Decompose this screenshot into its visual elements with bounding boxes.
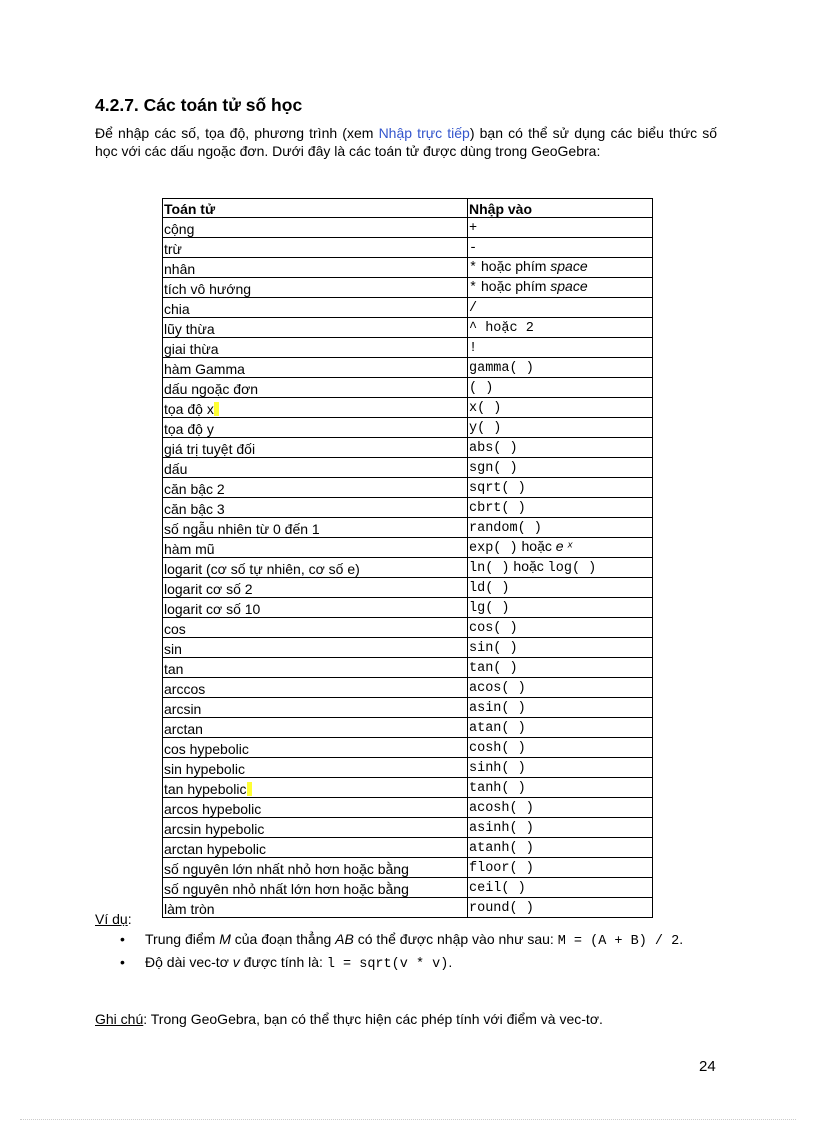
table-row [163,298,653,318]
operator-name-cell [163,818,468,838]
section-heading: 4.2.7. Các toán tử số học [95,95,303,115]
table-row [163,578,653,598]
operator-name: tan [164,661,184,677]
operator-name-cell [163,638,468,658]
operator-name-cell [163,698,468,718]
table-row [163,418,653,438]
operator-name-cell [163,338,468,358]
operator-name-cell [163,618,468,638]
operator-code: cbrt( ) [469,501,526,516]
table-row [163,498,653,518]
operator-code: + [469,221,478,236]
table-row [163,538,653,558]
operator-name-cell [163,758,468,778]
operator-code: exp( ) [469,541,518,556]
example-text: Độ dài vec-tơ [145,954,233,970]
table-row [163,318,653,338]
operator-name-cell [163,498,468,518]
table-row [163,878,653,898]
operator-name-cell [163,478,468,498]
operator-input-cell [468,278,653,298]
table-row [163,658,653,678]
example-text: Trung điểm [145,931,220,947]
table-row [163,858,653,878]
list-item [120,930,720,951]
table-row [163,798,653,818]
operator-name: giai thừa [164,341,219,357]
table-row [163,778,653,798]
operator-name: arcsin [164,701,202,717]
table-row [163,358,653,378]
page-number: 24 [699,1058,716,1075]
operator-code: sgn( ) [469,461,518,476]
operator-name-cell [163,438,468,458]
table-row [163,378,653,398]
table-row [163,678,653,698]
table-row [163,618,653,638]
operator-name: tan hypebolic [164,781,247,797]
operator-input-cell [468,638,653,658]
header-operator: Toán tử [163,199,468,218]
operator-input-cell [468,538,653,558]
operator-code: abs( ) [469,441,518,456]
operator-name: tọa độ y [164,421,214,437]
operator-name-cell [163,398,468,418]
table-row [163,818,653,838]
header-input: Nhập vào [468,199,653,218]
examples-label-colon: : [127,911,132,927]
operator-name: dấu ngoặc đơn [164,381,259,397]
operator-name-cell [163,218,468,238]
table-row [163,638,653,658]
operator-name-cell [163,558,468,578]
operator-code: cosh( ) [469,741,526,756]
operator-code: asin( ) [469,701,526,716]
operator-input-cell [468,298,653,318]
operator-input-cell [468,358,653,378]
operator-input-cell [468,478,653,498]
operator-suffix: hoặc phím [477,278,551,294]
operator-name-cell [163,598,468,618]
operator-name: logarit cơ số 10 [164,601,261,617]
operator-input-cell [468,438,653,458]
operator-name: arcos hypebolic [164,801,262,817]
operator-suffix: hoặc [509,558,548,574]
operator-name: arctan [164,721,203,737]
operator-input-cell [468,658,653,678]
operator-name-cell [163,858,468,878]
operator-name-cell [163,298,468,318]
operator-code: atanh( ) [469,841,534,856]
examples-list [120,930,720,976]
operator-input-cell [468,718,653,738]
operator-input-cell [468,558,653,578]
operator-input-cell [468,458,653,478]
operator-code: floor( ) [469,861,534,876]
operator-suffix-italic: space [550,278,588,294]
operator-input-cell [468,398,653,418]
operator-name: hàm Gamma [164,361,245,377]
operator-code: x( ) [469,401,502,416]
operator-name: arccos [164,681,206,697]
example-code: M = (A + B) / 2 [557,934,680,949]
operator-code: tanh( ) [469,781,526,796]
operator-code: round( ) [469,901,534,916]
operator-input-cell [468,338,653,358]
operators-table [162,198,653,918]
operator-name-cell [163,318,468,338]
operator-input-cell [468,238,653,258]
operator-name-cell [163,358,468,378]
intro-paragraph [95,124,717,160]
operator-name: cộng [164,221,195,237]
example-code: l = sqrt(v * v) [326,957,449,972]
operator-name: sin hypebolic [164,761,245,777]
note-label: Ghi chú [95,1011,144,1027]
example-var: AB [335,931,354,947]
intro-text-before: Để nhập các số, tọa độ, phương trình (xem [95,125,379,141]
operator-name: arcsin hypebolic [164,821,265,837]
operator-input-cell [468,738,653,758]
bullet-icon: • [120,931,125,947]
example-text: có thể được nhập vào như sau: [353,931,558,947]
operator-name-cell [163,678,468,698]
table-row [163,758,653,778]
examples-label [95,911,132,927]
example-end: . [679,931,684,947]
operator-code: lg( ) [469,601,510,616]
operator-name: logarit cơ số 2 [164,581,253,597]
operator-name: cos [164,621,186,637]
operator-input-cell [468,818,653,838]
operator-input-cell [468,858,653,878]
operator-name-cell [163,718,468,738]
operator-name-cell [163,878,468,898]
note-paragraph [95,1011,603,1027]
operator-name-cell [163,518,468,538]
operator-input-cell [468,258,653,278]
table-row [163,598,653,618]
operator-code: sqrt( ) [469,481,526,496]
page-bottom-divider [20,1119,796,1120]
highlight-mark [247,782,252,796]
operator-code: * [469,261,478,276]
operator-code: - [469,241,478,256]
operator-name: căn bậc 2 [164,481,225,497]
table-row [163,478,653,498]
operator-input-cell [468,678,653,698]
operator-input-cell [468,798,653,818]
operator-input-cell [468,418,653,438]
operator-name-cell [163,898,468,918]
operator-suffix-italic: e ˣ [555,538,573,554]
operator-suffix: hoặc phím [477,258,551,274]
table-row [163,438,653,458]
operator-input-cell [468,618,653,638]
operator-name: hàm mũ [164,541,215,557]
operator-name-cell [163,418,468,438]
operator-code: ceil( ) [469,881,526,896]
example-text: được tính là: [239,954,327,970]
table-row [163,458,653,478]
operator-code: cos( ) [469,621,518,636]
table-row [163,278,653,298]
operator-input-cell [468,778,653,798]
operator-name: trừ [164,241,182,257]
operator-suffix-italic: space [550,258,588,274]
examples-label-text: Ví dụ [95,911,128,927]
operator-name: sin [164,641,182,657]
operator-name: số nguyên lớn nhất nhỏ hơn hoặc bằng [164,861,409,877]
example-var: M [219,931,231,947]
operator-input-cell [468,758,653,778]
list-item [120,953,720,974]
example-var: v [232,954,240,970]
operator-name-cell [163,258,468,278]
operator-code: sin( ) [469,641,518,656]
operator-name: chia [164,301,190,317]
operator-name: giá trị tuyệt đối [164,441,256,457]
operator-name: tọa độ x [164,401,214,417]
operator-code: ( ) [469,381,494,396]
table-row [163,558,653,578]
operator-code: asinh( ) [469,821,534,836]
operator-code: * [469,281,478,296]
operator-name-cell [163,798,468,818]
operator-name: cos hypebolic [164,741,249,757]
operator-code: acosh( ) [469,801,534,816]
table-header-row [163,199,653,218]
example-text: của đoạn thẳng [230,931,336,947]
table-row [163,238,653,258]
bullet-icon: • [120,954,125,970]
operator-code: / [469,301,478,316]
operator-name: số nguyên nhỏ nhất lớn hơn hoặc bằng [164,881,409,897]
table-row [163,218,653,238]
operator-name: nhân [164,261,196,277]
operator-code: atan( ) [469,721,526,736]
table-row [163,518,653,538]
operator-suffix: hoặc [517,538,556,554]
table-row [163,838,653,858]
operator-input-cell [468,878,653,898]
table-row [163,738,653,758]
operator-input-cell [468,838,653,858]
operator-input-cell [468,518,653,538]
operator-input-cell [468,498,653,518]
operator-name: lũy thừa [164,321,215,337]
operator-name: làm tròn [164,901,215,917]
operator-name-cell [163,458,468,478]
operator-name-cell [163,778,468,798]
operator-input-cell [468,698,653,718]
operator-name: tích vô hướng [164,281,252,297]
operator-code: tan( ) [469,661,518,676]
operator-code: y( ) [469,421,502,436]
table-row [163,398,653,418]
operator-code: ^ hoặc 2 [469,321,534,336]
operator-name: số ngẫu nhiên từ 0 đến 1 [164,521,320,537]
operator-name-cell [163,378,468,398]
table-row [163,258,653,278]
operator-name-cell [163,838,468,858]
operator-code: random( ) [469,521,542,536]
operators-table-body [163,218,653,918]
operator-code: ld( ) [469,581,510,596]
table-row [163,698,653,718]
operator-input-cell [468,898,653,918]
example-end: . [448,954,453,970]
table-row [163,898,653,918]
operator-input-cell [468,378,653,398]
table-row [163,718,653,738]
operator-code: ! [469,341,478,356]
operator-name-cell [163,738,468,758]
operator-name-cell [163,538,468,558]
operator-name: dấu [164,461,188,477]
operator-code: acos( ) [469,681,526,696]
operator-name-cell [163,238,468,258]
operator-input-cell [468,218,653,238]
table-row [163,338,653,358]
operator-code: sinh( ) [469,761,526,776]
operator-name-cell [163,578,468,598]
operator-input-cell [468,318,653,338]
operator-name-cell [163,278,468,298]
operator-input-cell [468,598,653,618]
direct-input-link[interactable]: Nhập trực tiếp [378,125,470,141]
highlight-mark [214,402,219,416]
operator-name: arctan hypebolic [164,841,266,857]
operator-code-alt: log( ) [547,561,597,576]
operator-name-cell [163,658,468,678]
operator-name: logarit (cơ số tự nhiên, cơ số e) [164,561,360,577]
operator-code: ln( ) [469,561,510,576]
operator-input-cell [468,578,653,598]
operator-name: căn bậc 3 [164,501,225,517]
intro-text-after: ) bạn có thể sử dụng các biểu thức số học với các dấu ngoặc đơn. Dưới đây là các toán tử được dùng trong GeoGebra: [95,125,718,159]
operator-code: gamma( ) [469,361,534,376]
note-text: : Trong GeoGebra, bạn có thể thực hiện các phép tính với điểm và vec-tơ. [143,1011,603,1027]
